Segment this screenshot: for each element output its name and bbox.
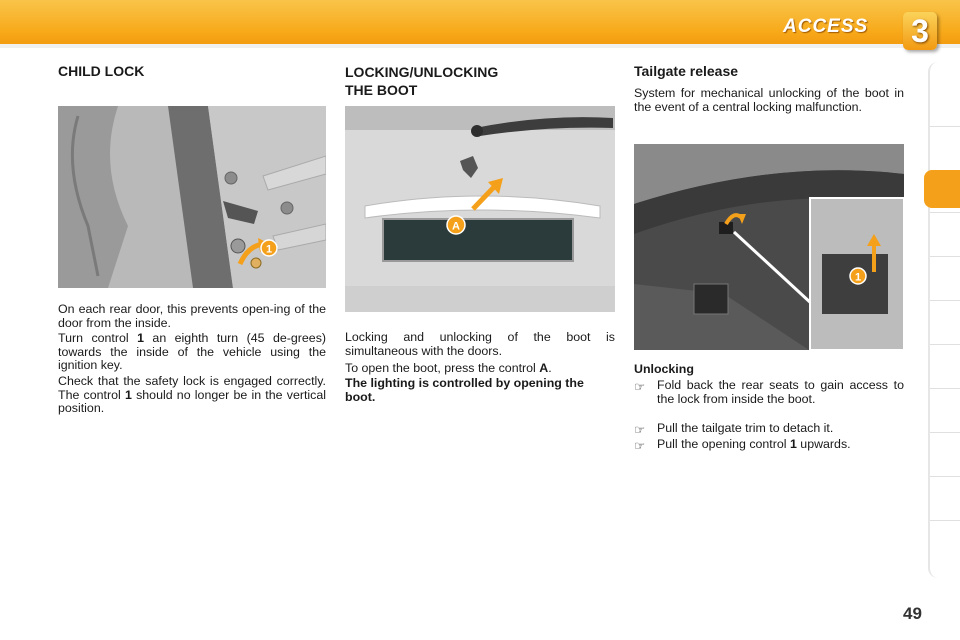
tailgate-photo xyxy=(634,144,904,350)
unlock-step-2: Pull the tailgate trim to detach it. xyxy=(657,421,834,435)
child-lock-heading: CHILD LOCK xyxy=(58,63,145,79)
chapter-number: 3 xyxy=(911,13,929,49)
boot-para-2 xyxy=(345,362,615,376)
heading-line: LOCKING/UNLOCKING xyxy=(345,64,499,80)
text-run: should no longer be in the vertical position. xyxy=(58,387,326,416)
text-run: . xyxy=(548,361,552,375)
tailgate-intro: System for mechanical unlocking of the boot in the event of a central locking malfunction. xyxy=(634,86,904,114)
child-lock-para-3 xyxy=(58,375,326,416)
unlocking-subheading: Unlocking xyxy=(634,362,694,376)
boot-para-3: The lighting is controlled by opening the boot. xyxy=(345,376,584,404)
text-run: upwards. xyxy=(796,437,851,451)
callout-a-label: A xyxy=(452,220,460,233)
tab-divider xyxy=(930,432,960,433)
bullet-icon: ☞ xyxy=(634,380,646,394)
tab-divider xyxy=(930,212,960,213)
text-run: an eighth turn (45 de-grees) towards the inside of the vehicle using the ignition key. xyxy=(58,331,327,373)
text-run: Pull the opening control xyxy=(657,437,790,451)
page-number: 49 xyxy=(903,604,922,623)
boot-locking-heading xyxy=(345,63,498,99)
text-run: Turn control xyxy=(58,331,138,345)
callout-1-label: 1 xyxy=(265,243,273,256)
side-tab-strip xyxy=(928,62,960,578)
control-ref: 1 xyxy=(124,387,132,402)
tailgate-release-heading: Tailgate release xyxy=(634,63,739,79)
tab-divider xyxy=(930,126,960,127)
control-ref: 1 xyxy=(137,331,144,345)
heading-line: THE BOOT xyxy=(345,82,418,98)
boot-photo xyxy=(345,106,615,312)
boot-para-1: Locking and unlocking of the boot is simultaneous with the doors. xyxy=(345,330,615,358)
tab-divider xyxy=(930,520,960,521)
control-ref: A xyxy=(539,361,549,375)
text-run: To open the boot, press the control xyxy=(345,361,540,375)
active-chapter-tab[interactable] xyxy=(924,170,960,208)
tab-divider xyxy=(930,300,960,301)
chapter-title: ACCESS xyxy=(783,16,869,37)
callout-1-label: 1 xyxy=(854,271,862,284)
control-ref: 1 xyxy=(789,437,797,451)
child-lock-photo xyxy=(58,106,326,288)
chapter-number-badge xyxy=(903,12,937,50)
header-strip xyxy=(0,44,960,48)
tab-divider xyxy=(930,388,960,389)
unlock-step-3 xyxy=(657,438,904,452)
text-run: Check that the safety lock is engaged correctly. The control xyxy=(58,374,326,402)
tab-divider xyxy=(930,344,960,345)
unlock-step-1: Fold back the rear seats to gain access to the lock from inside the boot. xyxy=(657,378,904,406)
bullet-icon: ☞ xyxy=(634,423,646,437)
child-lock-para-1: On each rear door, this prevents open-ing of the door from the inside. xyxy=(58,302,326,330)
child-lock-para-2 xyxy=(58,332,326,373)
bullet-icon: ☞ xyxy=(634,439,646,453)
tab-divider xyxy=(930,476,960,477)
tab-divider xyxy=(930,256,960,257)
